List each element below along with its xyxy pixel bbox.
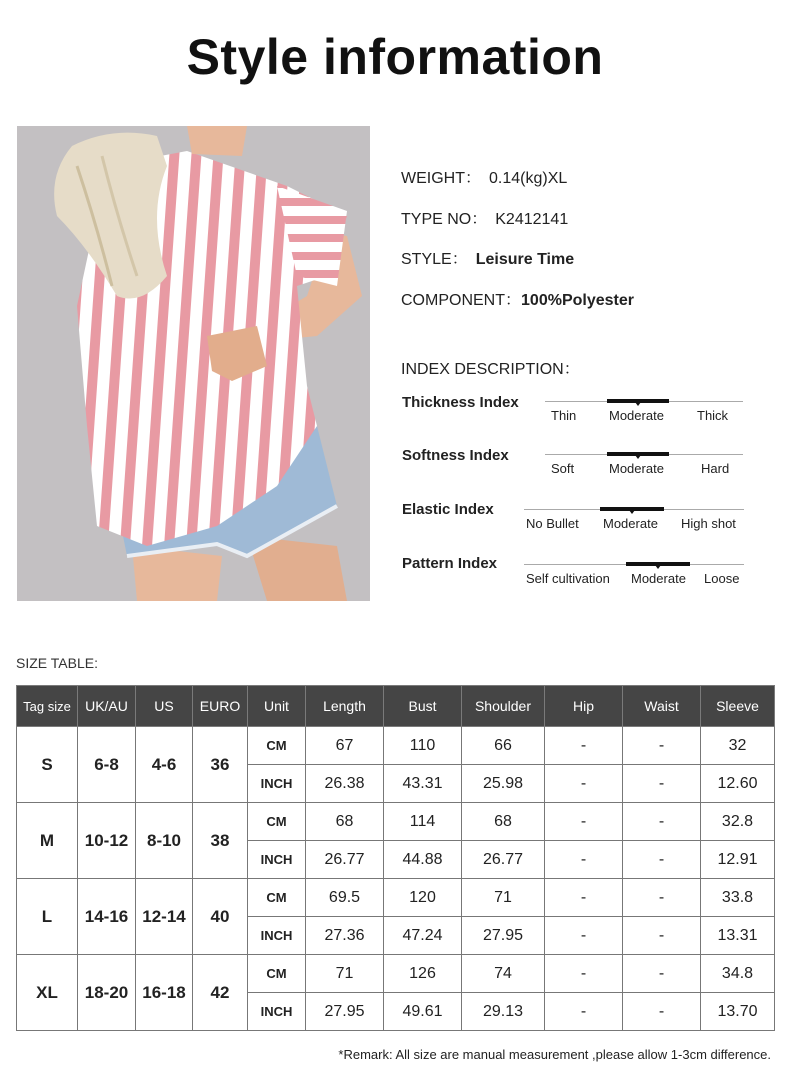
table-row: [17, 727, 775, 765]
unit-cell: CM: [248, 803, 306, 841]
header-us: US: [136, 686, 193, 727]
shoulder-cell: 74: [462, 955, 545, 993]
waist-cell: -: [623, 765, 701, 803]
table-row: [17, 955, 775, 993]
thickness-index-title: Thickness Index: [402, 394, 519, 411]
pattern-option-moderate: Moderate: [631, 571, 686, 586]
thickness-option-thick: Thick: [697, 408, 729, 423]
tag-size-cell: M: [17, 803, 78, 879]
shoulder-cell: 25.98: [462, 765, 545, 803]
shoulder-cell: 66: [462, 727, 545, 765]
bust-cell: 43.31: [384, 765, 462, 803]
elastic-option-moderate: Moderate: [603, 516, 658, 531]
waist-cell: -: [623, 917, 701, 955]
header-bust: Bust: [384, 686, 462, 727]
bust-cell: 120: [384, 879, 462, 917]
style-value: Leisure Time: [475, 251, 575, 268]
sleeve-cell: 34.8: [701, 955, 775, 993]
unit-cell: INCH: [248, 765, 306, 803]
hip-cell: -: [545, 803, 623, 841]
us-cell: 16-18: [136, 955, 193, 1031]
bust-cell: 110: [384, 727, 462, 765]
euro-cell: 42: [193, 955, 248, 1031]
waist-cell: -: [623, 993, 701, 1031]
header-unit: Unit: [248, 686, 306, 727]
softness-option-hard: Hard: [701, 461, 730, 476]
softness-scale: [545, 451, 743, 476]
component-label: COMPONENT：: [401, 292, 522, 309]
pattern-option-loose: Loose: [704, 571, 740, 586]
bust-cell: 49.61: [384, 993, 462, 1031]
uk-au-cell: 10-12: [78, 803, 136, 879]
elastic-index-title: Elastic Index: [402, 501, 494, 518]
size-table-label: SIZE TABLE:: [16, 655, 98, 671]
uk-au-cell: 6-8: [78, 727, 136, 803]
shoulder-cell: 68: [462, 803, 545, 841]
hip-cell: -: [545, 879, 623, 917]
spec-component: [401, 287, 634, 310]
tag-size-cell: XL: [17, 955, 78, 1031]
hip-cell: -: [545, 993, 623, 1031]
hip-cell: -: [545, 727, 623, 765]
weight-label: WEIGHT：: [401, 170, 481, 187]
unit-cell: INCH: [248, 993, 306, 1031]
pattern-option-self-cultivation: Self cultivation: [526, 571, 610, 586]
softness-option-moderate: Moderate: [609, 461, 664, 476]
product-photo: [17, 126, 370, 601]
elastic-option-high-shot: High shot: [681, 516, 736, 531]
remark-text: *Remark: All size are manual measurement ,please allow 1-3cm difference.: [338, 1047, 771, 1062]
sleeve-cell: 13.31: [701, 917, 775, 955]
type-no-label: TYPE NO：: [401, 211, 488, 228]
hip-cell: -: [545, 955, 623, 993]
bust-cell: 126: [384, 955, 462, 993]
length-cell: 26.77: [306, 841, 384, 879]
us-cell: 8-10: [136, 803, 193, 879]
sleeve-cell: 33.8: [701, 879, 775, 917]
header-hip: Hip: [545, 686, 623, 727]
unit-cell: INCH: [248, 841, 306, 879]
table-row: [17, 879, 775, 917]
hip-cell: -: [545, 765, 623, 803]
thickness-option-moderate: Moderate: [609, 408, 664, 423]
size-table-header-row: [17, 686, 775, 727]
spec-type-no: [401, 206, 568, 229]
shoulder-cell: 27.95: [462, 917, 545, 955]
waist-cell: -: [623, 955, 701, 993]
tag-size-cell: S: [17, 727, 78, 803]
waist-cell: -: [623, 841, 701, 879]
page-title: Style information: [186, 29, 604, 85]
tag-size-cell: L: [17, 879, 78, 955]
us-cell: 12-14: [136, 879, 193, 955]
header-uk-au: UK/AU: [78, 686, 136, 727]
header-euro: EURO: [193, 686, 248, 727]
us-cell: 4-6: [136, 727, 193, 803]
bust-cell: 114: [384, 803, 462, 841]
hip-cell: -: [545, 917, 623, 955]
bust-cell: 47.24: [384, 917, 462, 955]
type-no-value: K2412141: [495, 211, 569, 228]
waist-cell: -: [623, 803, 701, 841]
spec-style: [401, 246, 574, 269]
length-cell: 27.36: [306, 917, 384, 955]
sleeve-cell: 32: [701, 727, 775, 765]
header-tag-size: Tag size: [17, 686, 78, 727]
length-cell: 27.95: [306, 993, 384, 1031]
sleeve-cell: 32.8: [701, 803, 775, 841]
shoulder-cell: 71: [462, 879, 545, 917]
shoulder-cell: 26.77: [462, 841, 545, 879]
length-cell: 69.5: [306, 879, 384, 917]
spec-weight: [401, 165, 567, 188]
elastic-option-no-bullet: No Bullet: [526, 516, 579, 531]
pattern-scale: [524, 561, 744, 586]
index-heading: INDEX DESCRIPTION：: [401, 361, 580, 378]
waist-cell: -: [623, 879, 701, 917]
thickness-option-thin: Thin: [551, 408, 577, 423]
length-cell: 71: [306, 955, 384, 993]
header-sleeve: Sleeve: [701, 686, 775, 727]
elastic-scale: [524, 506, 744, 531]
euro-cell: 36: [193, 727, 248, 803]
softness-index-title: Softness Index: [402, 447, 509, 464]
shoulder-cell: 29.13: [462, 993, 545, 1031]
uk-au-cell: 14-16: [78, 879, 136, 955]
table-row: [17, 803, 775, 841]
bust-cell: 44.88: [384, 841, 462, 879]
hip-cell: -: [545, 841, 623, 879]
pattern-index-title: Pattern Index: [402, 555, 498, 572]
header-shoulder: Shoulder: [462, 686, 545, 727]
thickness-scale: [545, 398, 743, 423]
length-cell: 26.38: [306, 765, 384, 803]
waist-cell: -: [623, 727, 701, 765]
length-cell: 67: [306, 727, 384, 765]
unit-cell: CM: [248, 727, 306, 765]
size-table: [16, 685, 775, 1031]
header-waist: Waist: [623, 686, 701, 727]
weight-value: 0.14(kg)XL: [489, 170, 568, 187]
unit-cell: INCH: [248, 917, 306, 955]
unit-cell: CM: [248, 879, 306, 917]
style-label: STYLE：: [401, 251, 468, 268]
unit-cell: CM: [248, 955, 306, 993]
euro-cell: 38: [193, 803, 248, 879]
euro-cell: 40: [193, 879, 248, 955]
length-cell: 68: [306, 803, 384, 841]
sleeve-cell: 13.70: [701, 993, 775, 1031]
header-length: Length: [306, 686, 384, 727]
uk-au-cell: 18-20: [78, 955, 136, 1031]
sleeve-cell: 12.91: [701, 841, 775, 879]
softness-option-soft: Soft: [551, 461, 575, 476]
component-value: 100%Polyester: [521, 292, 634, 309]
sleeve-cell: 12.60: [701, 765, 775, 803]
